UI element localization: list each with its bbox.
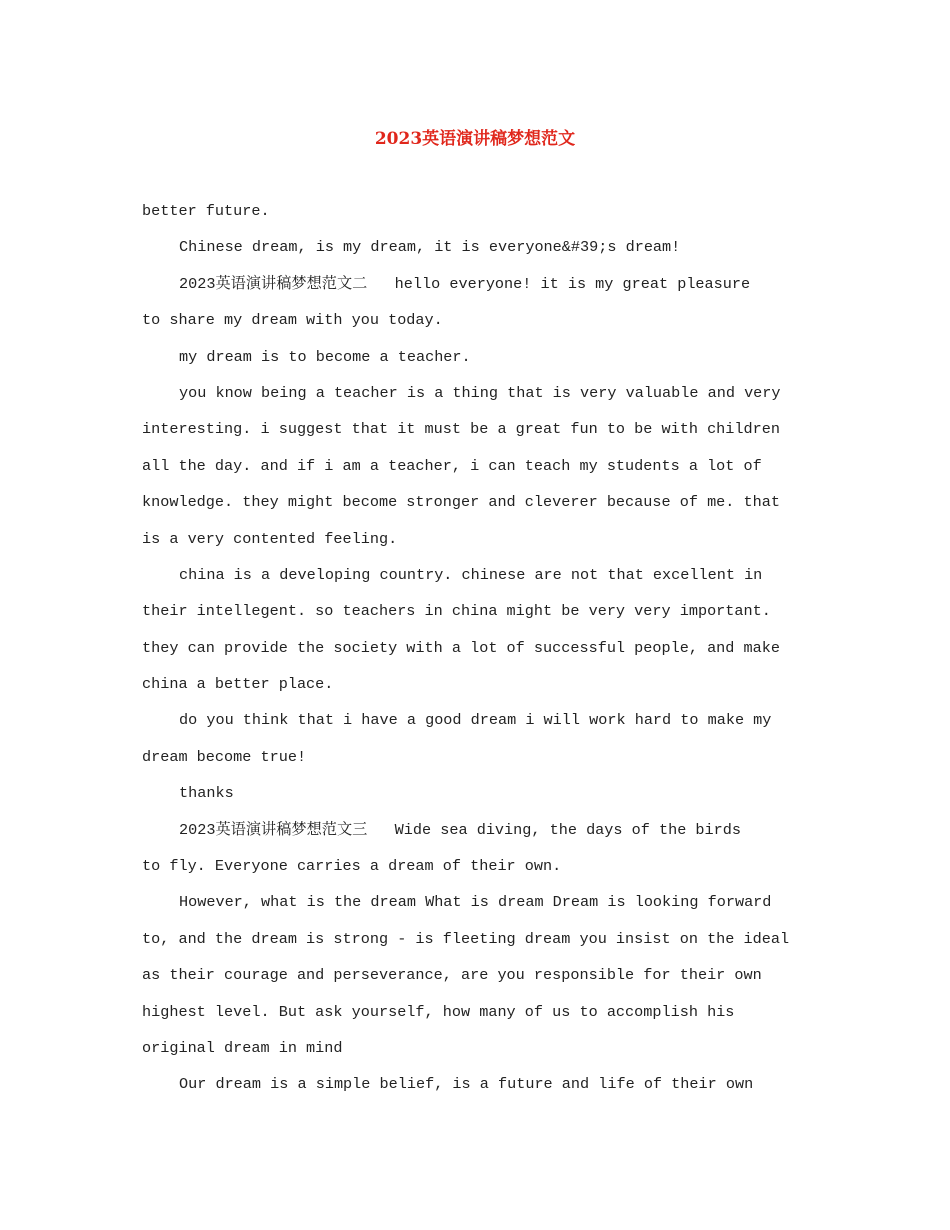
text-line: china is a developing country. chinese are not that excellent in — [179, 565, 763, 584]
text-line: as their courage and perseverance, are you responsible for their own — [142, 966, 762, 985]
text-line: all the day. and if i am a teacher, i can teach my students a lot of — [142, 456, 762, 475]
text-line: knowledge. they might become stronger and cleverer because of me. that — [142, 493, 780, 512]
text-line: better future. — [142, 202, 270, 220]
text-line: Our dream is a simple belief, is a future and life of their own — [179, 1075, 754, 1094]
text-line: thanks — [179, 784, 234, 803]
text-line: dream become true! — [142, 747, 307, 766]
text-line: However, what is the dream What is dream Dream is looking forward — [179, 893, 772, 912]
text-line: to, and the dream is strong - is fleeting dream you insist on the ideal — [142, 929, 790, 948]
text-line: highest level. But ask yourself, how many of us to accomplish his — [142, 1002, 735, 1021]
text-line: 2023英语演讲稿梦想范文二 hello everyone! it is my great pleasure — [179, 274, 751, 293]
text-line: they can provide the society with a lot of successful people, and make — [142, 638, 780, 657]
text-line: to share my dream with you today. — [142, 311, 443, 330]
text-line: do you think that i have a good dream i will work hard to make my — [179, 711, 772, 730]
text-line: to fly. Everyone carries a dream of their own. — [142, 857, 562, 876]
text-line: you know being a teacher is a thing that is very valuable and very — [179, 383, 781, 402]
text-line: original dream in mind — [142, 1038, 343, 1057]
text-line: china a better place. — [142, 675, 334, 694]
text-line: interesting. i suggest that it must be a great fun to be with children — [142, 420, 780, 439]
text-line: is a very contented feeling. — [142, 529, 398, 548]
document-body — [142, 193, 812, 1103]
text-line: 2023英语演讲稿梦想范文三 Wide sea diving, the days of the birds — [179, 820, 742, 839]
text-line: their intellegent. so teachers in china might be very very important. — [142, 602, 771, 621]
document-title: 2023英语演讲稿梦想范文 — [374, 129, 576, 149]
text-line: my dream is to become a teacher. — [179, 347, 471, 366]
text-line: Chinese dream, is my dream, it is everyone&#39;s dream! — [179, 238, 681, 257]
